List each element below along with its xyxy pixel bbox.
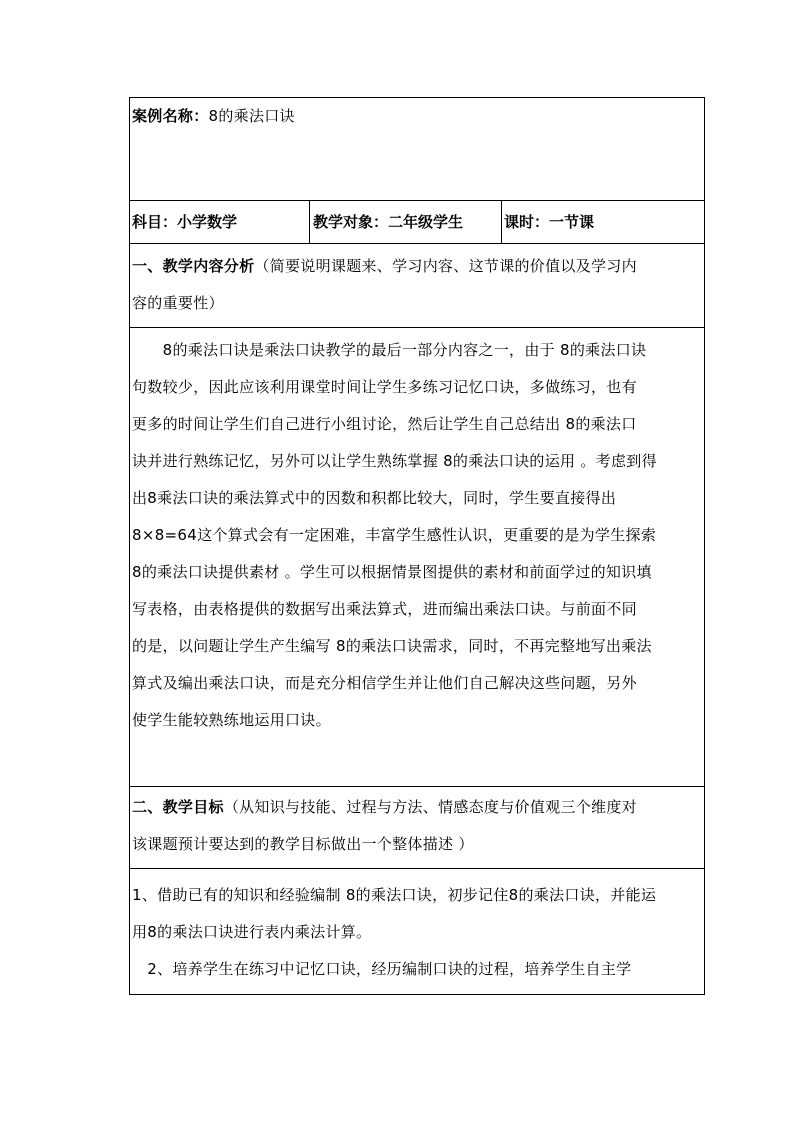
section1-note-line2: 容的重要性） [132, 294, 224, 312]
target-value: 二年级学生 [388, 213, 464, 231]
target-label: 教学对象： [313, 213, 389, 231]
section2-note-line1: （从知识与技能、过程与方法、情感态度与价值观三个维度对 [223, 798, 637, 816]
section2-body-row [130, 869, 704, 994]
section1-line: 句数较少，因此应该利用课堂时间让学生多练习记忆口诀，多做练习，也有 [132, 378, 637, 396]
lesson-plan-table [129, 97, 705, 995]
section1-line: 算式及编出乘法口诀，而是充分相信学生并让他们自己解决这些问题，另外 [132, 674, 637, 692]
section1-body-row [130, 328, 704, 787]
period-cell [502, 201, 704, 243]
subject-value: 小学数学 [177, 213, 238, 231]
case-name-cell [130, 98, 704, 200]
section2-line: 2、培养学生在练习中记忆口诀，经历编制口诀的过程，培养学生自主学 [132, 960, 632, 978]
section1-heading-row [130, 244, 704, 328]
section1-line: 更多的时间让学生们自己进行小组讨论，然后让学生自己总结出 8的乘法口 [132, 415, 637, 433]
section1-line: 使学生能较熟练地运用口诀。 [132, 711, 331, 729]
section1-line: 出8乘法口诀的乘法算式中的因数和积都比较大，同时，学生要直接得出 [132, 489, 617, 507]
section2-note-line2: 该课题预计要达到的教学目标做出一个整体描述 ） [132, 835, 474, 853]
target-cell [310, 201, 502, 243]
period-value: 一节课 [549, 213, 595, 231]
case-name-row [130, 98, 704, 201]
section1-note-line1: （简要说明课题来、学习内容、这节课的价值以及学习内 [254, 257, 637, 275]
subject-cell [130, 201, 310, 243]
period-label: 课时： [504, 213, 550, 231]
case-name-label: 案例名称： [132, 107, 209, 125]
subject-label: 科目： [132, 213, 178, 231]
section2-heading: 二、教学目标 [132, 798, 224, 816]
section1-line: 诀并进行熟练记忆，另外可以让学生熟练掌握 8的乘法口诀的运用 。考虑到得 [132, 452, 657, 470]
section1-heading: 一、教学内容分析 [132, 257, 255, 275]
section1-line: 8×8=64这个算式会有一定困难，丰富学生感性认识，更重要的是为学生探索 [132, 526, 657, 544]
section1-line: 的是，以问题让学生产生编写 8的乘法口诀需求，同时，不再完整地写出乘法 [132, 637, 652, 655]
info-row [130, 201, 704, 244]
section1-line: 8的乘法口诀是乘法口诀教学的最后一部分内容之一，由于 8的乘法口诀 [132, 341, 647, 359]
section2-line: 1、借助已有的知识和经验编制 8的乘法口诀，初步记住8的乘法口诀，并能运 [132, 886, 657, 904]
case-name-value: 8的乘法口诀 [208, 107, 295, 125]
section2-line: 用8的乘法口诀进行表内乘法计算。 [132, 923, 372, 941]
section2-heading-row [130, 787, 704, 869]
section1-line: 写表格，由表格提供的数据写出乘法算式，进而编出乘法口诀。与前面不同 [132, 600, 637, 618]
section1-line: 8的乘法口诀提供素材 。学生可以根据情景图提供的素材和前面学过的知识填 [132, 563, 652, 581]
